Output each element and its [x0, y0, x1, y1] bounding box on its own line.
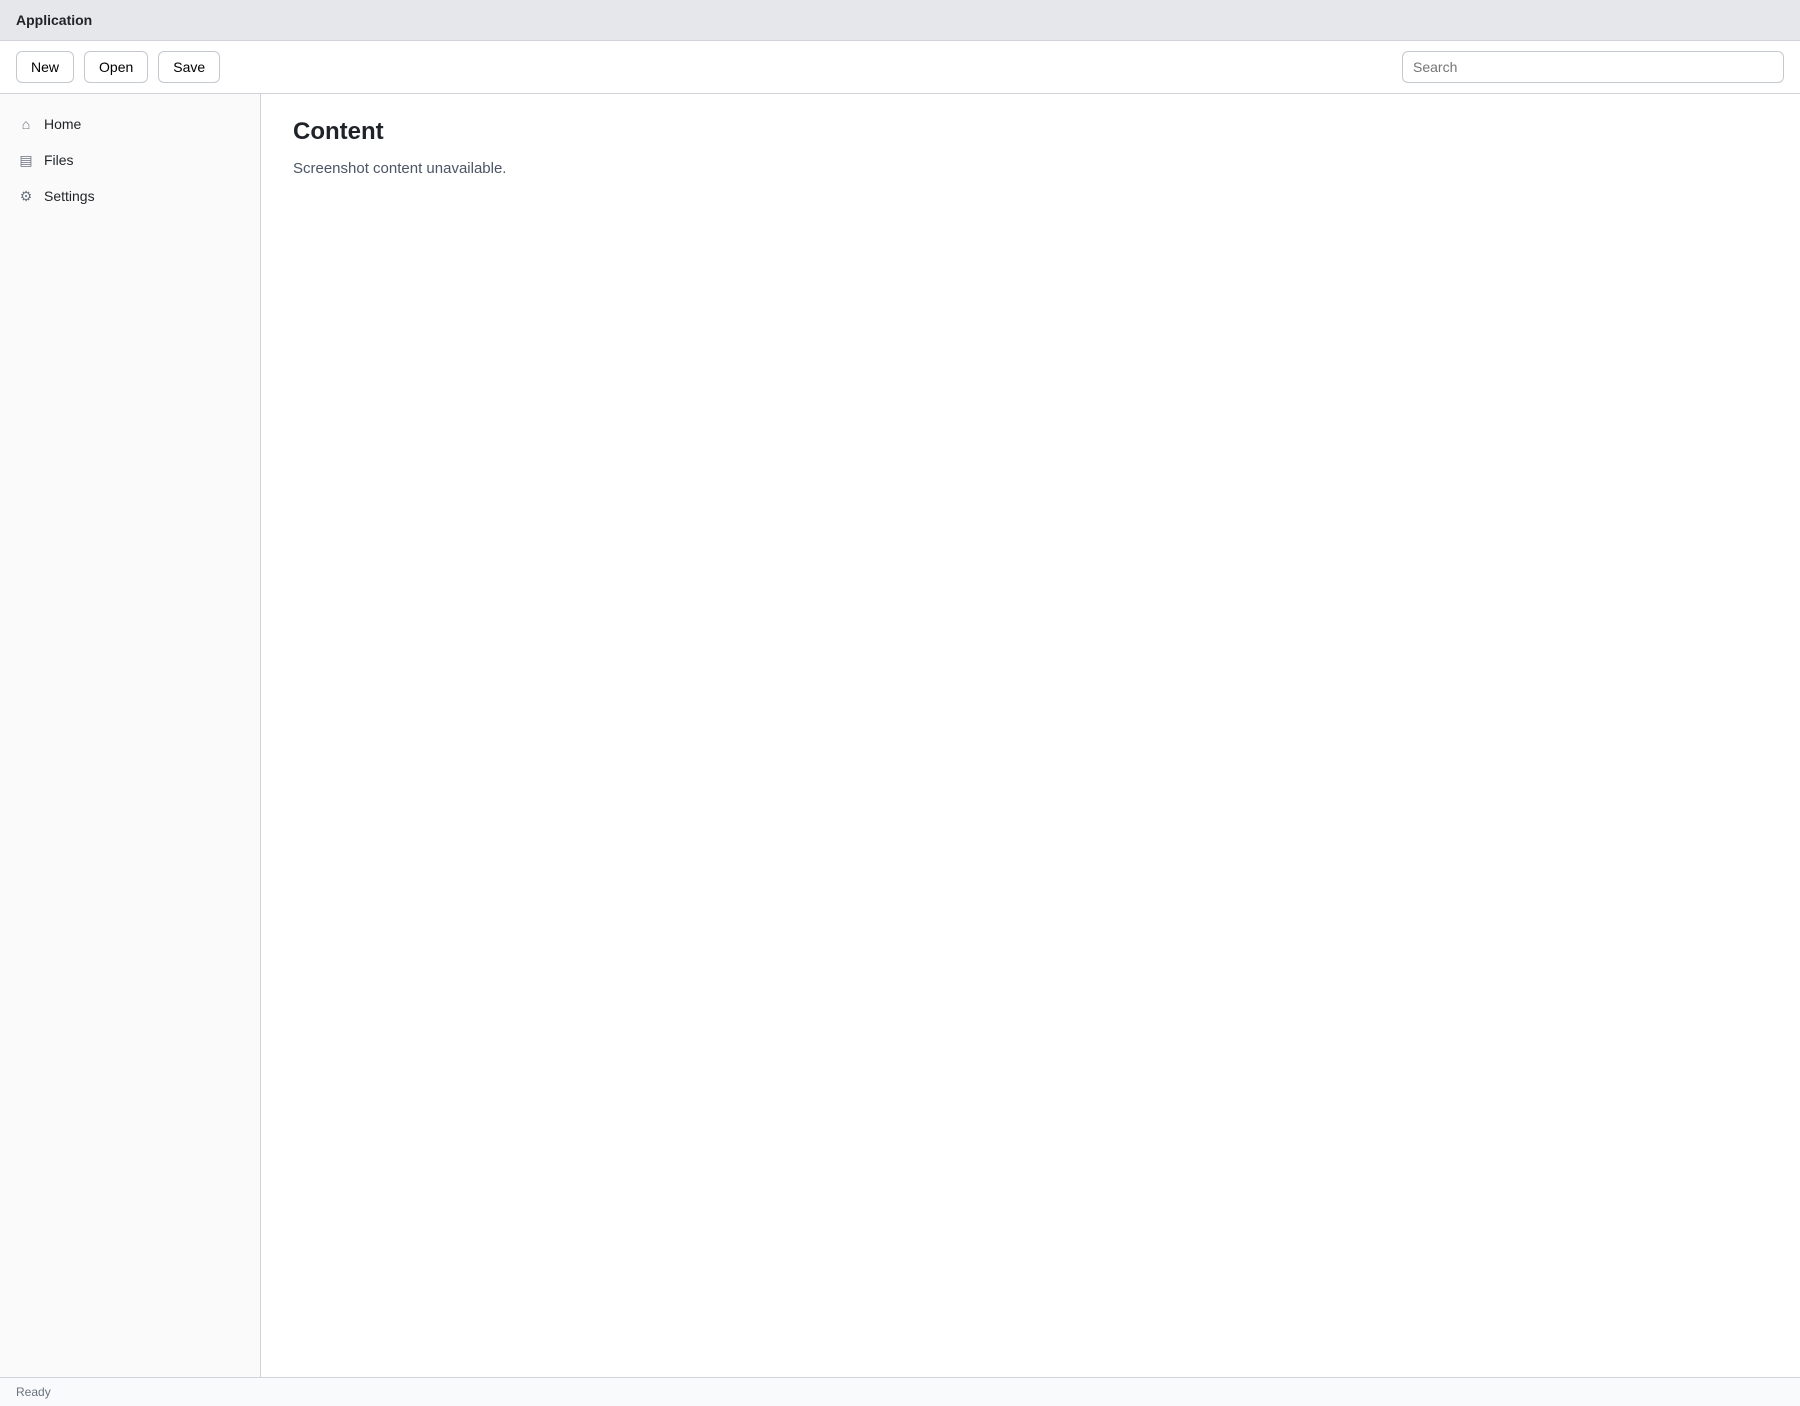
sidebar-item-label: Files: [44, 152, 74, 168]
open-button[interactable]: Open: [84, 51, 148, 83]
folder-icon: ▤: [19, 151, 33, 168]
save-button[interactable]: Save: [158, 51, 220, 83]
status-text: Ready: [16, 1385, 51, 1399]
toolbar: [0, 41, 1800, 94]
new-button[interactable]: New: [16, 51, 74, 83]
sidebar-item-label: Home: [44, 116, 82, 132]
status-bar: [0, 1377, 1800, 1406]
gear-icon: ⚙: [19, 187, 33, 204]
home-icon: ⌂: [21, 116, 31, 132]
page-title: Content: [293, 118, 384, 145]
window-title: Application: [16, 12, 93, 28]
title-bar: [0, 0, 1800, 41]
sidebar-item-settings[interactable]: [0, 178, 260, 214]
content-text: Screenshot content unavailable.: [293, 160, 507, 177]
workspace: [0, 94, 1800, 1377]
sidebar-item-home[interactable]: [0, 106, 260, 142]
sidebar-item-label: Settings: [44, 188, 95, 204]
main-content: [261, 94, 1800, 1377]
sidebar: [0, 94, 261, 1377]
sidebar-item-files[interactable]: [0, 142, 260, 178]
search-input[interactable]: [1402, 51, 1784, 83]
